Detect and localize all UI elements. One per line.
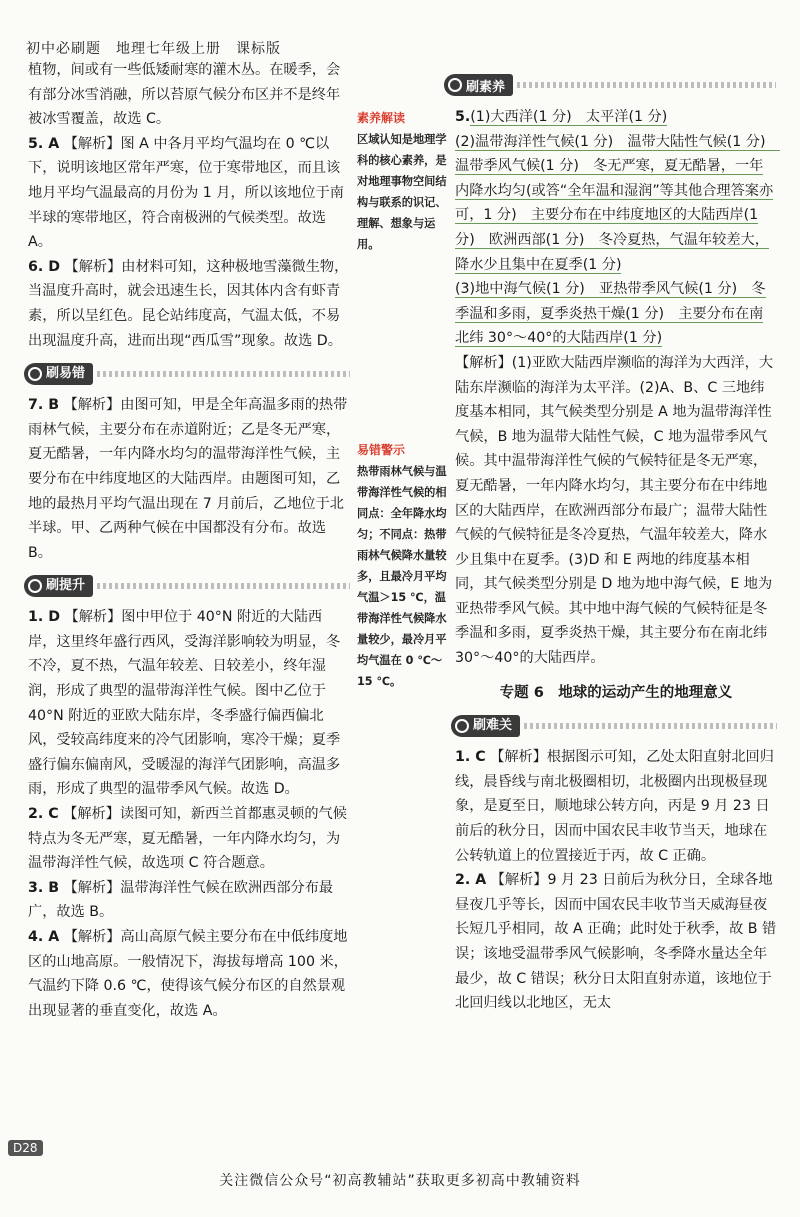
answer-text: 【解析】图中甲位于 40°N 附近的大陆西岸，这里终年盛行西风，受海洋影响较为明显，冬不冷，夏不热，气温年较差、日较差小，终年湿润，形成了典型的温带海洋性气候。图中乙位于 40°N 附近的亚欧大陆东岸，冬季盛行偏西偏北风，受较高纬度来的冷气团影响，寒冷干燥；夏季盛行偏东偏南风，受暖湿的海洋气团影响，高温多雨，形成了典型的温带季风气候。故选 D。 [28,609,341,798]
answer-text: 【解析】读图可知，新西兰首都惠灵顿的气候特点为冬无严寒，夏无酷暑，一年内降水均匀，为温带海洋性气候，故选项 C 符合题意。 [28,806,347,872]
banner-divider [97,583,350,589]
section-banner-literacy [444,72,776,98]
brush-icon [28,367,42,381]
intro-text: 植物，间或有一些低矮耐寒的灌木丛。在暖季，会有部分冰雪消融，所以苔原气候分布区并不是终年被冰雪覆盖，故选 C。 [28,62,341,128]
answer-number: 1. C [455,749,486,766]
answer-5 [28,132,350,255]
answer-part-1: (1)大西洋(1 分) 太平洋(1 分) [470,109,668,125]
answer-number: 6. D [28,258,60,275]
answer-6 [28,255,350,353]
section-banner-mistake [24,361,350,387]
hard-answer-1 [455,745,777,868]
sidebar-literacy-note [357,108,447,255]
sidebar-title: 素养解读 [357,111,406,125]
sidebar-text: 热带雨林气候与温带海洋性气候的相同点：全年降水均匀；不同点：热带雨林气候降水量较多，且最冷月平均气温＞15 ℃，温带海洋性气候降水量较少，最冷月平均气温在 0 ℃～15 ℃。 [357,465,447,688]
banner-label: 刷易错 [46,365,86,381]
answer-number: 4. A [28,929,60,945]
section-banner-hard [451,713,777,739]
left-column [28,58,350,1023]
answer-text: 【解析】由材料可知，这种极地雪藻微生物，当温度升高时，就会迅速生长，因其体内含有虾青素，所以呈红色。昆仑站纬度高，气温太低，不易出现温度升高，进而出现“西瓜雪”现象。故选 D。 [28,258,349,349]
improve-answer-4 [28,925,350,1023]
answer-number: 7. B [28,397,60,414]
banner-divider [524,723,777,729]
literacy-answer-5 [455,105,780,351]
banner-label: 刷素养 [466,79,506,95]
improve-answer-3 [28,876,350,925]
answer-text: 【解析】高山高原气候主要分布在中低纬度地区的山地高原。一般情况下，海拔每增高 100 米，气温约下降 0.6 ℃，使得该气候分布区的自然景观出现显著的垂直变化，故选 A。 [28,929,348,1019]
answer-7 [28,393,350,565]
page-header: 初中必刷题 地理七年级上册 课标版 [26,41,281,57]
right-column [455,105,780,1016]
answer-number: 2. A [455,872,487,889]
sidebar-mistake-warning [357,440,447,692]
banner-divider [97,371,350,377]
answer-number: 5. [455,109,471,125]
answer-number: 3. B [28,879,60,896]
page-number: D28 [8,1140,43,1156]
answer-text: 【解析】图 A 中各月平均气温均在 0 ℃以下，说明该地区常年严寒，位于寒带地区，而且该地月平均气温最高的月份为 1 月，所以该地位于南半球的寒带地区，符合南极洲的气候类型。故选 A。 [28,135,344,251]
banner-divider [517,82,776,88]
answer-number: 1. D [28,609,60,626]
section-banner-improve [24,573,350,599]
hard-answer-2 [455,868,777,1016]
answer-part-2: (2)温带海洋性气候(1 分) 温带大陆性气候(1 分) 温带季风气候(1 分) 冬无严寒，夏无酷暑，一年内降水均匀(或答“全年温和湿润”等其他合理答案亦可，1 分) 主要分布在中纬度地区的大陆西岸(1 分) 欧洲西部(1 分) 冬冷夏热，气温年较差大，降水少且集中在夏季(1 分) [455,133,780,273]
answer-text: 【解析】由图可知，甲是全年高温多雨的热带雨林气候，主要分布在赤道附近；乙是冬无严寒，夏无酷暑，一年内降水均匀的温带海洋性气候，主要分布在中纬度地区的大陆西岸。由题图可知，乙地的最热月平均气温出现在 7 月前后，乙地位于北半球。甲、乙两种气候在中国都没有分布。故选 B。 [28,397,348,561]
answer-number: 5. A [28,135,60,152]
page-footer: 关注微信公众号“初高教辅站”获取更多初高中教辅资料 [219,1173,581,1189]
brush-icon [455,719,469,733]
sidebar-text: 区域认知是地理学科的核心素养，是对地理事物空间结构与联系的识记、理解、想象与运用。 [357,133,447,251]
improve-answer-1 [28,605,350,802]
answer-text: 【解析】9 月 23 日前后为秋分日，全球各地昼夜几乎等长，因而中国农民丰收节当天威海昼夜长短几乎相同，故 A 正确；此时处于秋季，故 B 错误；该地受温带季风气候影响，冬季降水量达全年最少，故 C 错误；秋分日太阳直射赤道，该地位于北回归线以北地区，无太 [455,872,777,1012]
brush-icon [448,78,462,92]
topic-heading: 专题 6 地球的运动产生的地理意义 [499,684,733,701]
answer-part-3: (3)地中海气候(1 分) 亚热带季风气候(1 分) 冬季温和多雨，夏季炎热干燥(1 分) 主要分布在南北纬 30°～40°的大陆西岸(1 分) [455,281,766,347]
banner-label: 刷难关 [473,717,513,733]
brush-icon [28,579,42,593]
answer-text: 【解析】温带海洋性气候在欧洲西部分布最广，故选 B。 [28,879,334,921]
banner-label: 刷提升 [46,577,86,593]
sidebar-title: 易错警示 [357,443,406,457]
answer-number: 2. C [28,806,59,823]
improve-answer-2 [28,802,350,876]
answer-text: 【解析】根据图示可知，乙处太阳直射北回归线，晨昏线与南北极圈相切，北极圈内出现极昼现象，是夏至日，顺地球公转方向，丙是 9 月 23 日前后的秋分日，因而中国农民丰收节当天，地球在公转轨道上的位置接近于丙，故 C 正确。 [455,749,774,864]
literacy-explanation: 【解析】(1)亚欧大陆西岸濒临的海洋为大西洋，大陆东岸濒临的海洋为太平洋。(2)A、B、C 三地纬度基本相同，其气候类型分别是 A 地为温带海洋性气候，B 地为温带大陆性气候，C 地为温带季风气候。其中温带海洋性气候的气候特征是冬无严寒，夏无酷暑，一年内降水均匀，其主要分布在中纬地区的大陆西岸，在欧洲西部分布最广；温带大陆性气候的气候特征是冬冷夏热，气温年较差大，降水少且集中在夏季。(3)D 和 E 两地的纬度基本相同，其气候类型分别是 D 地为地中海气候，E 地为亚热带季风气候。其中地中海气候的气候特征是冬季温和多雨，夏季炎热干燥，其主要分布在南北纬 30°～40°的大陆西岸。 [455,354,774,667]
